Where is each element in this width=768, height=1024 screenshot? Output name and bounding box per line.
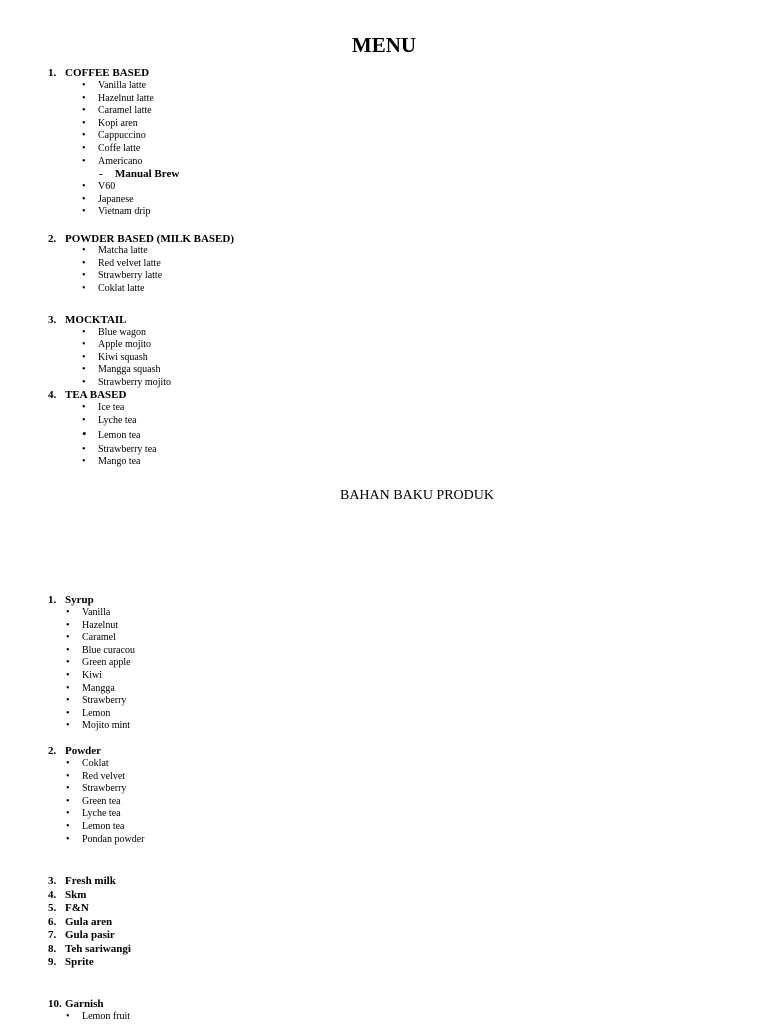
section-heading-text: POWDER BASED (MILK BASED) bbox=[65, 233, 234, 245]
bullet-icon: • bbox=[82, 206, 86, 218]
list-item: • Coklat latte bbox=[82, 282, 145, 294]
bullet-icon: • bbox=[82, 270, 86, 282]
bullet-icon: • bbox=[82, 425, 87, 441]
list-item: 6. Gula aren bbox=[48, 915, 113, 928]
bullet-icon: • bbox=[66, 682, 70, 694]
garnish-list bbox=[66, 1011, 131, 1024]
section-number: 2. bbox=[48, 745, 57, 757]
list-item: • Lemon bbox=[66, 707, 111, 719]
bullet-icon: • bbox=[66, 808, 70, 820]
bahan-other-list bbox=[48, 875, 131, 970]
section-number: 4. bbox=[48, 389, 57, 401]
bullet-icon: • bbox=[66, 695, 70, 707]
powder-list bbox=[66, 758, 145, 846]
section-heading-text: Garnish bbox=[65, 998, 104, 1010]
menu-item-list bbox=[82, 245, 163, 295]
bullet-icon: • bbox=[82, 155, 86, 167]
bullet-icon: • bbox=[82, 193, 86, 205]
menu-section-heading bbox=[48, 389, 126, 401]
section-heading-text: TEA BASED bbox=[65, 389, 127, 401]
list-item: • Lemon tea bbox=[82, 425, 141, 441]
bullet-icon: • bbox=[66, 1011, 70, 1022]
bullet-icon: • bbox=[66, 657, 70, 669]
list-item: • Strawberry bbox=[66, 695, 127, 707]
list-item: • Kiwi squash bbox=[82, 351, 148, 363]
section-heading-text: MOCKTAIL bbox=[65, 314, 127, 326]
bullet-icon: • bbox=[82, 257, 86, 269]
list-item: • Vanilla latte bbox=[82, 80, 147, 91]
bullet-icon: • bbox=[66, 770, 70, 782]
section-heading-text: COFFEE BASED bbox=[65, 67, 150, 79]
bahan-section-heading bbox=[48, 745, 101, 757]
list-item: • Lemon fruit bbox=[66, 1011, 131, 1022]
list-item: • Matcha latte bbox=[82, 245, 148, 256]
list-item: 5. F&N bbox=[48, 902, 89, 914]
list-item: • Cappuccino bbox=[82, 130, 146, 142]
list-item: • Green tea bbox=[66, 795, 121, 807]
bullet-icon: • bbox=[82, 351, 86, 363]
bullet-icon: • bbox=[82, 327, 86, 338]
list-item: • Hazelnut bbox=[66, 619, 119, 631]
bullet-icon: • bbox=[82, 245, 86, 256]
bullet-icon: • bbox=[66, 833, 70, 845]
list-item: 7. Gula pasir bbox=[48, 929, 115, 941]
section-number: 1. bbox=[48, 67, 57, 79]
manual-brew-list bbox=[82, 181, 151, 219]
menu-title: MENU bbox=[351, 33, 417, 57]
menu-item-list bbox=[82, 80, 154, 168]
bullet-icon: • bbox=[66, 619, 70, 631]
list-item: • Strawberry mojito bbox=[82, 376, 172, 388]
list-item: • Kopi aren bbox=[82, 117, 138, 129]
menu-section-heading bbox=[48, 67, 149, 79]
list-item: • Blue curacou bbox=[66, 644, 136, 656]
bullet-icon: • bbox=[66, 607, 70, 618]
bullet-icon: • bbox=[82, 414, 86, 426]
list-item: • Kiwi bbox=[66, 669, 102, 681]
list-item: • Blue wagon bbox=[82, 327, 147, 338]
list-item: • Red velvet latte bbox=[82, 257, 161, 269]
list-item: • Mangga squash bbox=[82, 364, 161, 376]
bullet-icon: • bbox=[66, 707, 70, 719]
bullet-icon: • bbox=[82, 339, 86, 351]
manual-brew-subheading: - Manual Brew bbox=[99, 168, 180, 180]
bullet-icon: • bbox=[66, 783, 70, 795]
syrup-list bbox=[66, 607, 136, 733]
bullet-icon: • bbox=[66, 669, 70, 681]
menu-item-list bbox=[82, 402, 157, 469]
list-item: • Lyche tea bbox=[66, 808, 121, 820]
list-item: • Red velvet bbox=[66, 770, 126, 782]
list-item: • Caramel latte bbox=[82, 105, 152, 117]
section-number: 3. bbox=[48, 314, 57, 326]
bullet-icon: • bbox=[82, 376, 86, 388]
list-item: • Lemon tea bbox=[66, 820, 125, 832]
list-item: • Strawberry tea bbox=[82, 443, 157, 455]
list-item: 4. Skm bbox=[48, 888, 87, 901]
list-item: • Coffe latte bbox=[82, 142, 141, 154]
section-number: 2. bbox=[48, 233, 57, 245]
bullet-icon: • bbox=[82, 364, 86, 376]
bullet-icon: • bbox=[82, 92, 86, 104]
bullet-icon: • bbox=[82, 456, 86, 467]
bullet-icon: • bbox=[66, 644, 70, 656]
bahan-section-heading bbox=[48, 594, 94, 606]
bullet-icon: • bbox=[66, 720, 70, 732]
bullet-icon: • bbox=[66, 758, 70, 769]
list-item: • Mojito mint bbox=[66, 720, 131, 732]
bullet-icon: • bbox=[82, 443, 86, 455]
list-item: • Apple mojito bbox=[82, 339, 152, 351]
list-item: • Americano bbox=[82, 155, 143, 167]
bullet-icon: • bbox=[82, 402, 86, 413]
section-number: 1. bbox=[48, 594, 57, 606]
bullet-icon: • bbox=[82, 282, 86, 294]
list-item: • Lyche tea bbox=[82, 414, 137, 426]
list-item: • Green apple bbox=[66, 657, 131, 669]
bullet-icon: • bbox=[82, 105, 86, 117]
menu-section-heading bbox=[48, 233, 234, 245]
list-item: • Mangga bbox=[66, 682, 115, 694]
list-item: 3. Fresh milk bbox=[48, 875, 116, 887]
list-item: • Strawberry latte bbox=[82, 270, 163, 282]
section-heading-text: Syrup bbox=[65, 594, 94, 606]
list-item: • Strawberry bbox=[66, 783, 127, 795]
bullet-icon: • bbox=[66, 632, 70, 644]
menu-item-list bbox=[82, 327, 172, 389]
list-item: • Vanilla bbox=[66, 607, 111, 618]
bullet-icon: • bbox=[82, 130, 86, 142]
section-heading-text: Powder bbox=[65, 745, 102, 757]
menu-section-heading bbox=[48, 314, 127, 326]
bullet-icon: • bbox=[82, 181, 86, 192]
list-item: 8. Teh sariwangi bbox=[48, 942, 131, 955]
list-item: • Japanese bbox=[82, 193, 134, 205]
list-item: • Hazelnut latte bbox=[82, 92, 154, 104]
list-item: • Vietnam drip bbox=[82, 206, 151, 218]
bahan-title: BAHAN BAKU PRODUK bbox=[339, 488, 494, 503]
bullet-icon: • bbox=[66, 820, 70, 832]
bahan-section-heading bbox=[48, 998, 104, 1010]
list-item: • Ice tea bbox=[82, 402, 125, 413]
list-item: • Mango tea bbox=[82, 456, 141, 467]
list-item: • Caramel bbox=[66, 632, 116, 644]
bullet-icon: • bbox=[82, 142, 86, 154]
bullet-icon: • bbox=[66, 795, 70, 807]
bullet-icon: • bbox=[82, 80, 86, 91]
list-item: • Coklat bbox=[66, 758, 109, 769]
section-number: 10. bbox=[48, 998, 62, 1010]
list-item: • Pondan powder bbox=[66, 833, 145, 845]
bullet-icon: • bbox=[82, 117, 86, 129]
list-item: • V60 bbox=[82, 181, 116, 192]
list-item: 9. Sprite bbox=[48, 956, 94, 968]
dash-icon: - bbox=[99, 168, 103, 180]
